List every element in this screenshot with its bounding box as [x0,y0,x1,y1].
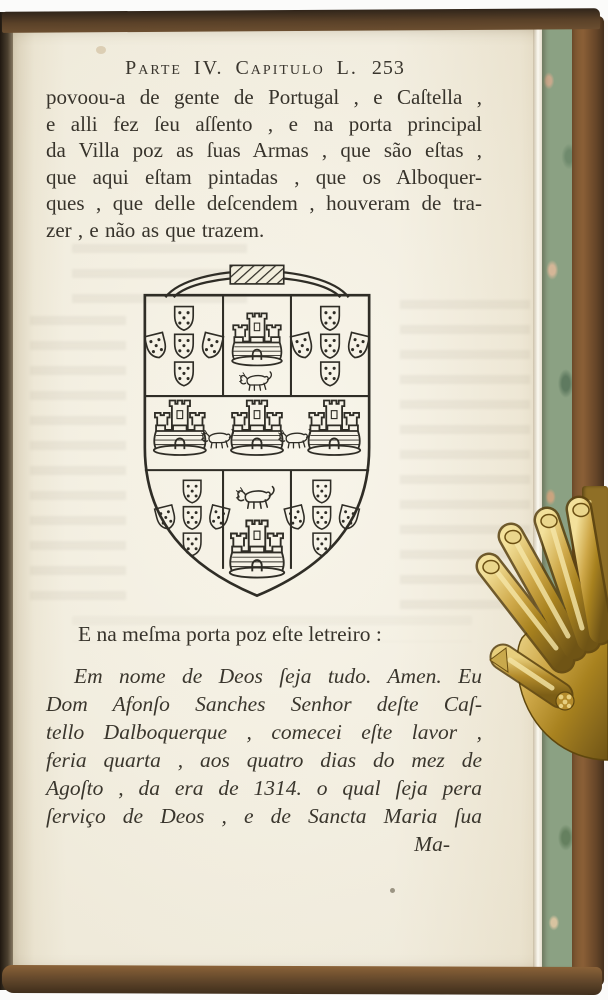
body-line: zer , e não as que trazem. [46,217,265,242]
inscription-line: Agoſto , da era de 1314. o qual ſeja pera [46,776,482,800]
page-number: 253 [371,57,405,79]
cover-bottom-edge [2,965,602,995]
shield-divisions [145,295,369,569]
inscription-line: ſerviço de Deos , e de Sancta Maria ſua [46,804,482,828]
castle-fess-center [231,400,283,455]
ink-spot [390,888,395,893]
castle-fess-right [308,400,360,455]
quinas-top-right [291,307,370,386]
lion-upper [240,372,272,390]
inscription-line: Em nome de Deos ſeja tudo. Amen. Eu [74,664,482,688]
inscription-line: tello Dalboquerque , comecei eſte lavor , [46,720,482,744]
cover-top-edge [2,8,600,33]
inscription-line: Dom Afonſo Sanches Senhor deſte Caſ- [46,692,482,716]
foxing-spot [96,46,106,54]
castle-bottom [230,520,284,577]
body-line: da Villa poz as ſuas Armas , que são eſtas , [46,138,482,162]
quinas-top-left [144,307,223,386]
caption-line: E na meſma porta poz eſte letreiro : [78,622,382,646]
catchword: Ma- [414,832,450,856]
running-header [30,57,500,80]
body-paragraph [46,84,482,243]
body-line: que aqui eſtam pintadas , que os Alboquer- [46,164,482,189]
lion-fess-right [279,429,311,447]
castle-top [232,313,282,365]
coat-of-arms-woodcut [128,252,386,608]
handle-hatched-mount [230,265,284,284]
inscription-line: feria quarta , aos quatro dias do mez de [46,748,482,772]
body-line: e alli fez ſeu aſſento , e na porta principal [46,111,482,136]
lion-fess-left [201,429,233,447]
header-title: Parte IV. Capitulo L. [125,57,358,79]
quinas-bottom-left [155,480,230,555]
inscription-paragraph [46,662,482,858]
body-line: povoou-a de gente de Portugal , e Caſtella , [46,85,482,109]
quinas-bottom-right [284,480,359,555]
body-line: ques , que delle deſcendem , houveram de tra- [46,191,482,215]
lion-lower [236,487,273,509]
brass-hand-clasp [466,488,608,768]
castle-fess-left [154,400,206,455]
knuckle-ornament [556,692,574,710]
